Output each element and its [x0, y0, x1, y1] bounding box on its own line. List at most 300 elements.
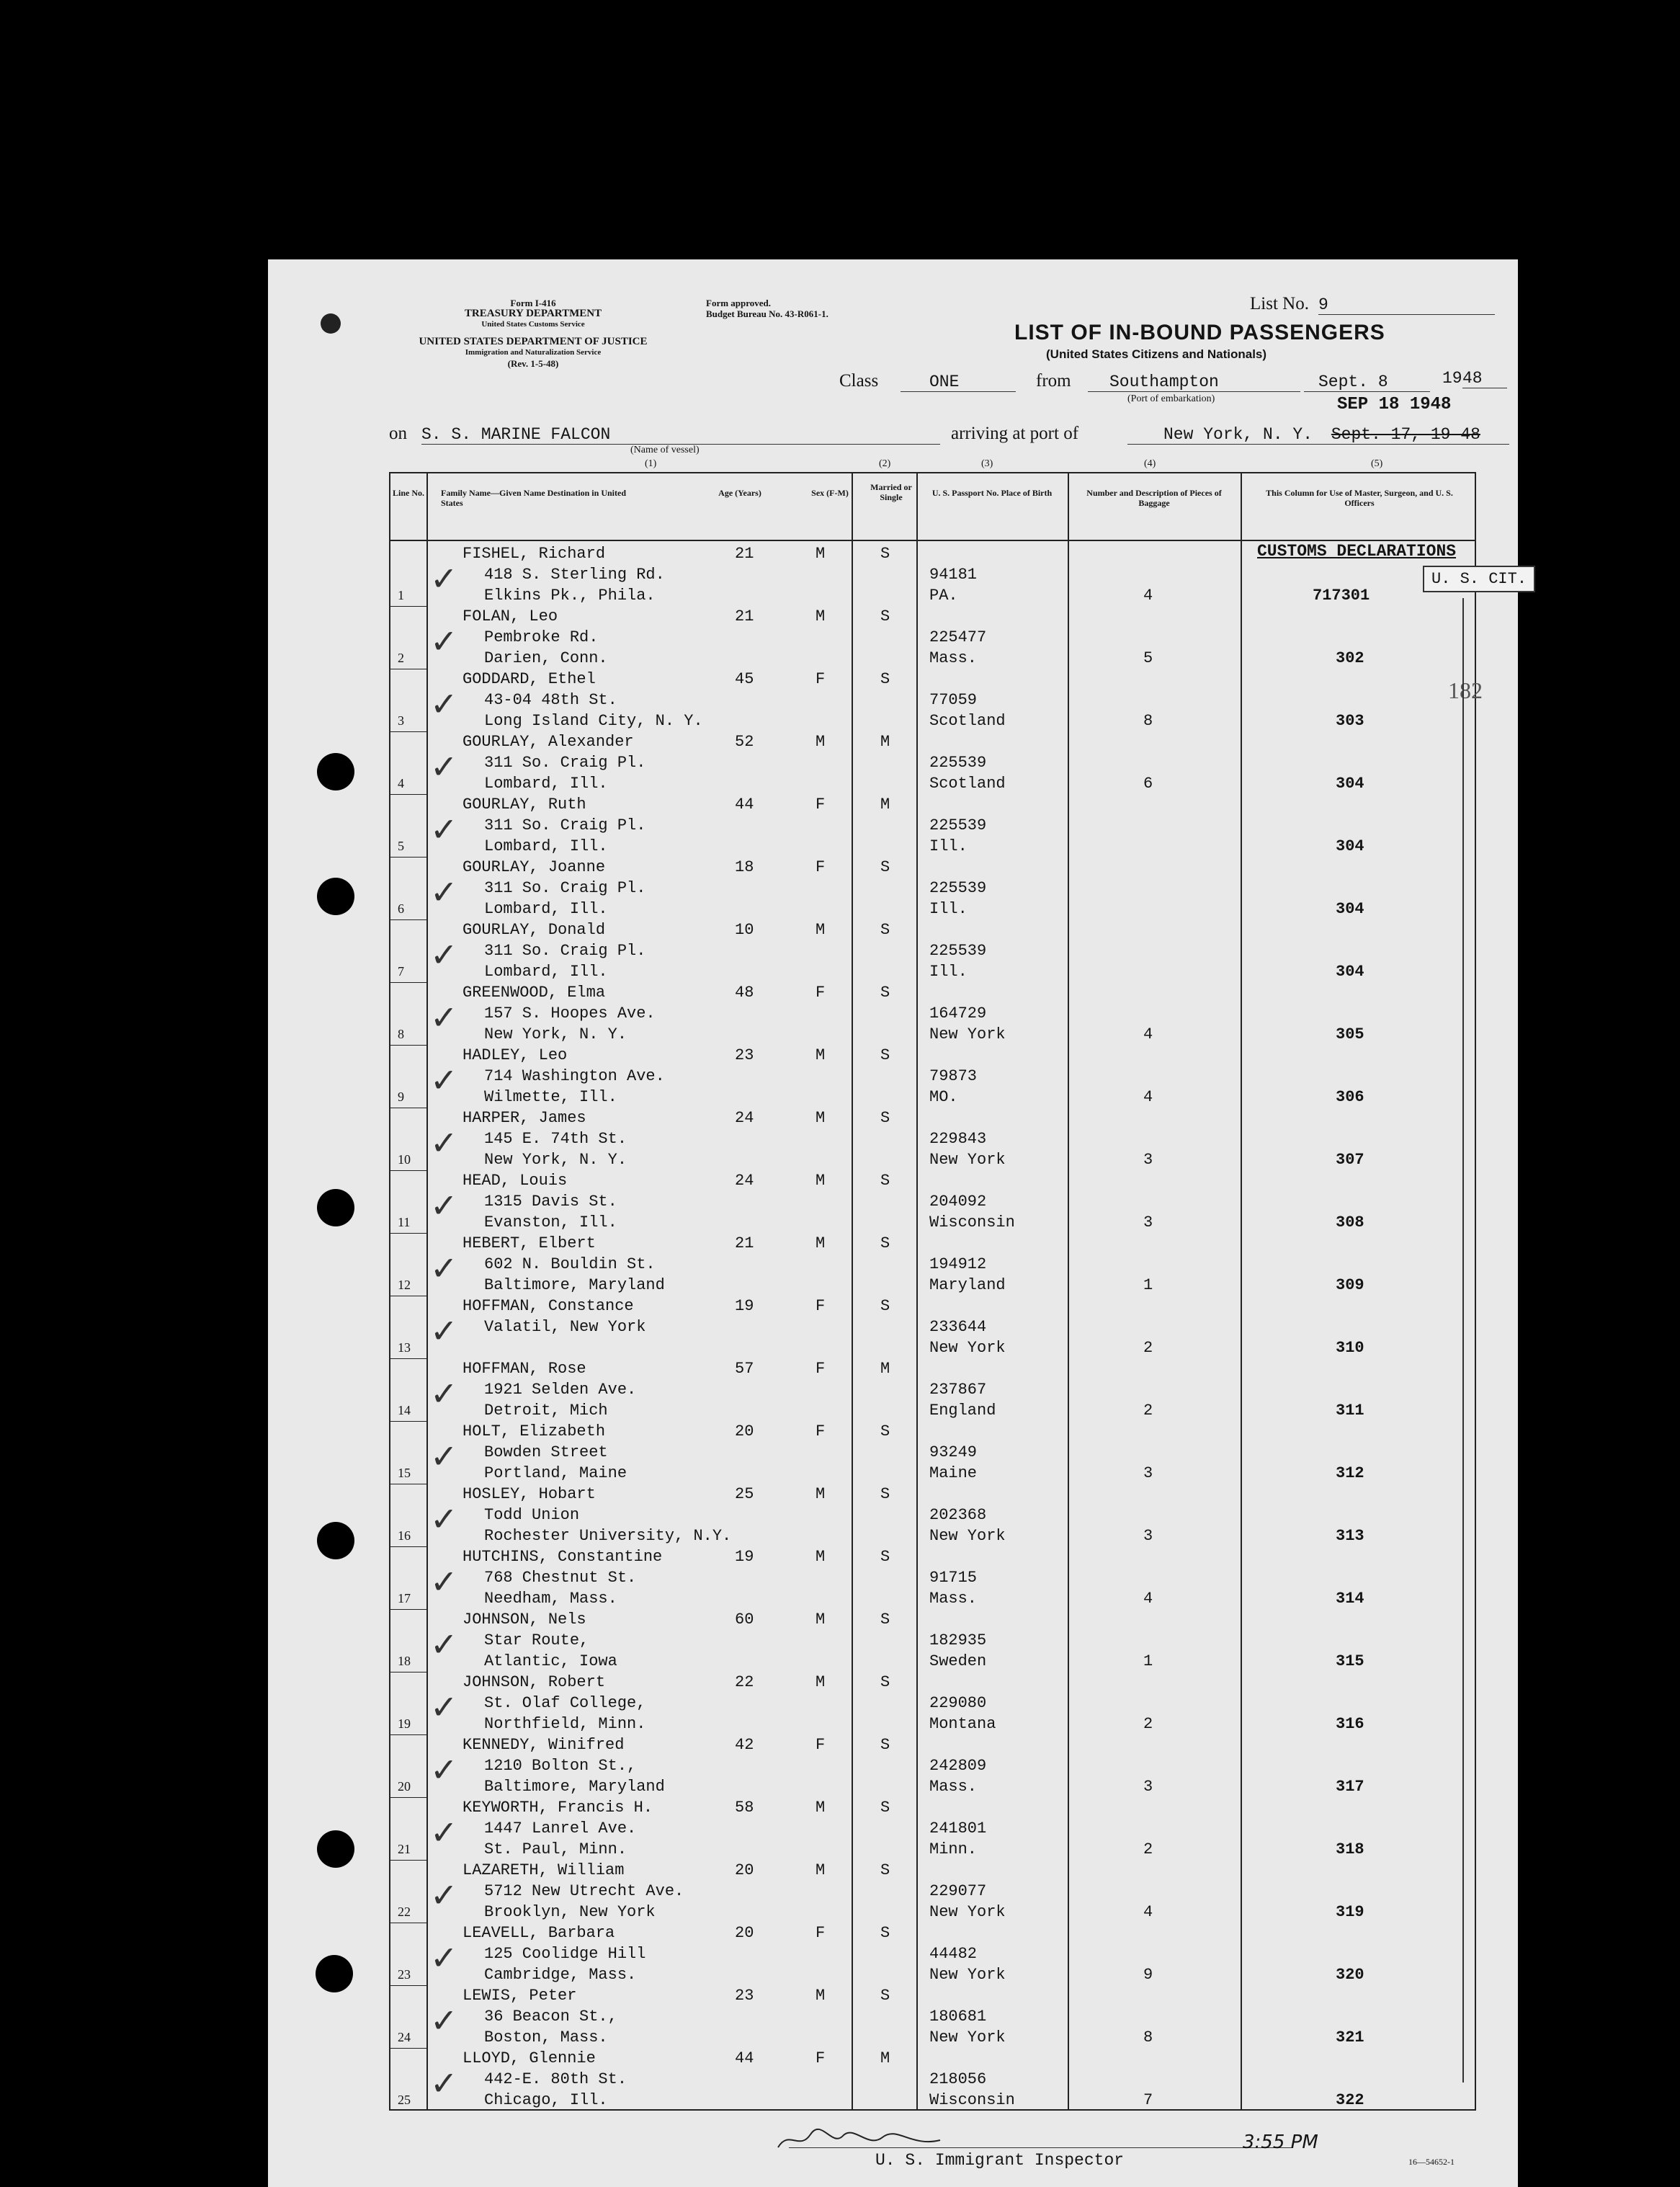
marital-status: S	[880, 1109, 890, 1127]
date-from: Sept. 8	[1304, 373, 1430, 392]
row-divider	[390, 1860, 426, 1861]
customs-declaration-no: 318	[1336, 1840, 1364, 1858]
age: 10	[735, 921, 754, 939]
row-divider	[390, 1045, 426, 1046]
line-no: 21	[398, 1842, 411, 1856]
header-sex: Sex (F-M)	[811, 488, 849, 498]
checkmark-icon: ✓	[430, 1562, 458, 1601]
arrival-time: 3:55 PM	[1243, 2132, 1318, 2153]
address-line-2: Rochester University, N.Y.	[484, 1527, 732, 1545]
table-row	[390, 1045, 1475, 1108]
passport-no: 180681	[929, 2008, 987, 2026]
customs-declaration-no: 311	[1336, 1402, 1364, 1420]
budget-bureau: Budget Bureau No. 43-R061-1.	[706, 308, 828, 319]
age: 20	[735, 1924, 754, 1942]
passenger-name: KEYWORTH, Francis H.	[463, 1799, 653, 1817]
customs-declaration-no: 321	[1336, 2028, 1364, 2046]
baggage-count: 3	[1143, 1527, 1153, 1545]
from-label: from	[1036, 371, 1071, 391]
customs-declaration-no: 319	[1336, 1903, 1364, 1921]
address-line-2: Northfield, Minn.	[484, 1715, 646, 1733]
row-divider	[390, 1233, 426, 1234]
passport-no: 225539	[929, 942, 987, 960]
age: 23	[735, 1046, 754, 1064]
checkmark-icon: ✓	[430, 1750, 458, 1789]
marital-status: S	[880, 670, 890, 688]
passenger-name: HOFFMAN, Constance	[463, 1297, 634, 1315]
passport-no: 94181	[929, 566, 978, 584]
sex: F	[816, 1736, 826, 1754]
passport-no: 91715	[929, 1569, 978, 1587]
row-divider	[390, 1170, 426, 1171]
table-row	[390, 1233, 1475, 1296]
table-row	[390, 1296, 1475, 1358]
age: 24	[735, 1109, 754, 1127]
vessel-name: S. S. MARINE FALCON	[421, 425, 940, 445]
place-of-birth: New York	[929, 1151, 1006, 1169]
page-subtitle: (United States Citizens and Nationals)	[1046, 347, 1267, 361]
year-value: 48	[1462, 369, 1507, 388]
passenger-name: FOLAN, Leo	[463, 607, 558, 625]
line-no: 16	[398, 1528, 411, 1543]
received-date-stamp: SEP 18 1948	[1337, 395, 1452, 414]
customs-declaration-no: 317	[1336, 1778, 1364, 1796]
passport-no: 241801	[929, 1819, 987, 1838]
header-married: Married or Single	[870, 482, 912, 502]
table-row	[390, 1609, 1475, 1672]
address-line-1: 311 So. Craig Pl.	[484, 816, 646, 834]
header-rule	[390, 540, 1475, 541]
checkmark-icon: ✓	[430, 1186, 458, 1225]
sex: M	[816, 1548, 826, 1566]
customs-declaration-no: 322	[1336, 2091, 1364, 2109]
place-of-birth: Mass.	[929, 1590, 978, 1608]
customs-declaration-no: 310	[1336, 1339, 1364, 1357]
baggage-count: 3	[1143, 1778, 1153, 1796]
col-num-5: (5)	[1371, 458, 1383, 469]
passport-no: 164729	[929, 1005, 987, 1023]
checkmark-icon: ✓	[430, 935, 458, 974]
line-no: 23	[398, 1967, 411, 1982]
line-no: 18	[398, 1654, 411, 1668]
marital-status: M	[880, 733, 890, 751]
checkmark-icon: ✓	[430, 747, 458, 786]
passenger-name: JOHNSON, Robert	[463, 1673, 606, 1691]
address-line-2: Lombard, Ill.	[484, 963, 608, 981]
binder-hole	[317, 878, 354, 915]
passenger-table	[389, 472, 1476, 2111]
row-divider	[390, 794, 426, 795]
passenger-name: LEWIS, Peter	[463, 1987, 577, 2005]
address-line-2: Portland, Maine	[484, 1464, 627, 1482]
header-baggage: Number and Description of Pieces of Baggage	[1086, 488, 1222, 508]
checkmark-icon: ✓	[430, 2001, 458, 2040]
row-divider	[390, 606, 426, 607]
line-no: 5	[398, 839, 404, 853]
address-line-1: 157 S. Hoopes Ave.	[484, 1005, 656, 1023]
address-line-2: Cambridge, Mass.	[484, 1966, 637, 1984]
age: 21	[735, 1234, 754, 1252]
header-name: Family Name—Given Name Destination in United States	[441, 488, 626, 508]
age: 58	[735, 1799, 754, 1817]
address-line-1: 311 So. Craig Pl.	[484, 879, 646, 897]
class-value: ONE	[901, 373, 1016, 392]
passenger-name: FISHEL, Richard	[463, 545, 606, 563]
address-line-2: St. Paul, Minn.	[484, 1840, 627, 1858]
address-line-1: 1315 Davis St.	[484, 1193, 617, 1211]
col-num-4: (4)	[1144, 458, 1156, 469]
marital-status: M	[880, 796, 890, 814]
place-of-birth: MO.	[929, 1088, 958, 1106]
table-row	[390, 1672, 1475, 1734]
list-no-label: List No.	[1250, 294, 1309, 313]
sex: F	[816, 1297, 826, 1315]
customs-declaration-no: 316	[1336, 1715, 1364, 1733]
customs-declaration-no: 312	[1336, 1464, 1364, 1482]
checkmark-icon: ✓	[430, 1249, 458, 1288]
checkmark-icon: ✓	[430, 998, 458, 1037]
place-of-birth: Maryland	[929, 1276, 1006, 1294]
address-line-1: 418 S. Sterling Rd.	[484, 566, 665, 584]
sex: F	[816, 796, 826, 814]
address-line-1: 311 So. Craig Pl.	[484, 942, 646, 960]
passenger-name: GREENWOOD, Elma	[463, 984, 606, 1002]
header-passport: U. S. Passport No. Place of Birth	[931, 488, 1053, 498]
age: 57	[735, 1360, 754, 1378]
baggage-count: 9	[1143, 1966, 1153, 1984]
address-line-1: 768 Chestnut St.	[484, 1569, 637, 1587]
place-of-birth: Maine	[929, 1464, 978, 1482]
approval-block	[706, 298, 828, 319]
address-line-2: New York, N. Y.	[484, 1025, 627, 1043]
age: 24	[735, 1172, 754, 1190]
sex: M	[816, 1987, 826, 2005]
form-block	[447, 298, 620, 330]
passport-no: 79873	[929, 1067, 978, 1085]
address-line-1: St. Olaf College,	[484, 1694, 646, 1712]
address-line-2: Elkins Pk., Phila.	[484, 587, 656, 605]
table-row	[390, 1484, 1475, 1546]
age: 21	[735, 545, 754, 563]
customs-declaration-no: 302	[1336, 649, 1364, 667]
customs-declaration-no: 315	[1336, 1652, 1364, 1670]
line-no: 15	[398, 1466, 411, 1480]
address-line-2: Evanston, Ill.	[484, 1213, 617, 1231]
address-line-1: 602 N. Bouldin St.	[484, 1255, 656, 1273]
marital-status: S	[880, 545, 890, 563]
passport-no: 225539	[929, 754, 987, 772]
checkmark-icon: ✓	[430, 685, 458, 723]
justice-block	[389, 337, 677, 369]
age: 25	[735, 1485, 754, 1503]
place-of-birth: Wisconsin	[929, 2091, 1015, 2109]
age: 48	[735, 984, 754, 1002]
passenger-name: HEAD, Louis	[463, 1172, 568, 1190]
baggage-count: 4	[1143, 587, 1153, 605]
passport-no: 44482	[929, 1945, 978, 1963]
address-line-2: Long Island City, N. Y.	[484, 712, 703, 730]
passport-no: 93249	[929, 1443, 978, 1461]
col-num-1: (1)	[645, 458, 657, 469]
passport-no: 77059	[929, 691, 978, 709]
passenger-name: HARPER, James	[463, 1109, 586, 1127]
table-row	[390, 1546, 1475, 1609]
place-of-birth: Ill.	[929, 900, 968, 918]
passport-no: 233644	[929, 1318, 987, 1336]
line-no: 9	[398, 1090, 404, 1104]
customs-declaration-no: 304	[1336, 775, 1364, 793]
address-line-2: Lombard, Ill.	[484, 900, 608, 918]
checkmark-icon: ✓	[430, 1374, 458, 1413]
address-line-1: Todd Union	[484, 1506, 580, 1524]
customs-label: United States Customs Service	[481, 320, 585, 329]
class-label: Class	[839, 371, 879, 391]
passenger-name: HOLT, Elizabeth	[463, 1422, 606, 1440]
binder-hole	[316, 1955, 353, 1992]
binder-hole	[317, 1522, 354, 1559]
age: 42	[735, 1736, 754, 1754]
checkmark-icon: ✓	[430, 622, 458, 661]
checkmark-icon: ✓	[430, 1500, 458, 1538]
marital-status: M	[880, 1360, 890, 1378]
checkmark-icon: ✓	[430, 559, 458, 598]
line-no: 4	[398, 776, 404, 790]
address-line-2: Chicago, Ill.	[484, 2091, 608, 2109]
baggage-count: 5	[1143, 649, 1153, 667]
passport-no: 194912	[929, 1255, 987, 1273]
passenger-name: KENNEDY, Winifred	[463, 1736, 625, 1754]
customs-declaration-no: 307	[1336, 1151, 1364, 1169]
sex: M	[816, 1673, 826, 1691]
line-no: 14	[398, 1403, 411, 1417]
ins-label: Immigration and Naturalization Service	[465, 348, 602, 357]
line-no: 25	[398, 2093, 411, 2107]
sex: F	[816, 1924, 826, 1942]
sex: M	[816, 1172, 826, 1190]
table-row	[390, 919, 1475, 982]
address-line-2: Baltimore, Maryland	[484, 1276, 665, 1294]
checkmark-icon: ✓	[430, 873, 458, 912]
form-number: Form I-416	[510, 298, 556, 308]
margin-number: 182	[1448, 677, 1483, 703]
passport-no: 204092	[929, 1193, 987, 1211]
baggage-count: 7	[1143, 2091, 1153, 2109]
line-no: 13	[398, 1340, 411, 1355]
passport-no: 182935	[929, 1631, 987, 1649]
customs-declaration-no: 309	[1336, 1276, 1364, 1294]
age: 19	[735, 1548, 754, 1566]
list-no-value: 9	[1318, 295, 1495, 315]
table-row	[390, 1923, 1475, 1985]
line-no: 6	[398, 901, 404, 916]
baggage-count: 3	[1143, 1464, 1153, 1482]
table-row	[390, 1985, 1475, 2048]
age: 44	[735, 796, 754, 814]
passenger-name: GOURLAY, Alexander	[463, 733, 634, 751]
place-of-birth: New York	[929, 1025, 1006, 1043]
sex: M	[816, 1109, 826, 1127]
passenger-name: HUTCHINS, Constantine	[463, 1548, 663, 1566]
marital-status: S	[880, 1046, 890, 1064]
header-officers: This Column for Use of Master, Surgeon, and U. S. Officers	[1266, 488, 1453, 508]
address-line-1: 145 E. 74th St.	[484, 1130, 627, 1148]
sex: M	[816, 545, 826, 563]
customs-declaration-no: 306	[1336, 1088, 1364, 1106]
baggage-count: 8	[1143, 712, 1153, 730]
passenger-name: LEAVELL, Barbara	[463, 1924, 615, 1942]
baggage-count: 6	[1143, 775, 1153, 793]
table-row	[390, 857, 1475, 919]
arrival-port-field	[1127, 425, 1509, 445]
place-of-birth: New York	[929, 1527, 1006, 1545]
marital-status: S	[880, 1485, 890, 1503]
baggage-count: 1	[1143, 1652, 1153, 1670]
sex: F	[816, 1360, 826, 1378]
sex: M	[816, 1799, 826, 1817]
table-row	[390, 1108, 1475, 1170]
age: 23	[735, 1987, 754, 2005]
place-of-birth: Scotland	[929, 712, 1006, 730]
place-of-birth: England	[929, 1402, 996, 1420]
passport-no: 229080	[929, 1694, 987, 1712]
line-no: 1	[398, 588, 404, 602]
customs-declaration-no: 304	[1336, 900, 1364, 918]
arrival-port: New York, N. Y.	[1163, 425, 1313, 444]
customs-declaration-no: 303	[1336, 712, 1364, 730]
checkmark-icon: ✓	[430, 810, 458, 849]
sex: F	[816, 858, 826, 876]
age: 22	[735, 1673, 754, 1691]
port-note: (Port of embarkation)	[1127, 393, 1215, 404]
row-divider	[390, 1358, 426, 1359]
line-no: 2	[398, 651, 404, 665]
row-divider	[390, 1546, 426, 1547]
baggage-count: 2	[1143, 1402, 1153, 1420]
row-divider	[390, 1609, 426, 1610]
sex: F	[816, 670, 826, 688]
checkmark-icon: ✓	[430, 1938, 458, 1977]
checkmark-icon: ✓	[430, 1876, 458, 1915]
line-no: 11	[398, 1215, 411, 1229]
col-num-2: (2)	[879, 458, 891, 469]
line-no: 10	[398, 1152, 411, 1167]
sex: M	[816, 1234, 826, 1252]
address-line-2: Wilmette, Ill.	[484, 1088, 617, 1106]
inspector-title: U. S. Immigrant Inspector	[875, 2151, 1125, 2170]
table-row	[390, 606, 1475, 669]
table-row	[390, 1170, 1475, 1233]
marital-status: S	[880, 1736, 890, 1754]
vessel-note: (Name of vessel)	[630, 445, 700, 455]
checkmark-icon: ✓	[430, 1311, 458, 1350]
line-no: 19	[398, 1716, 411, 1731]
passport-no: 218056	[929, 2070, 987, 2088]
customs-declaration-no: 305	[1336, 1025, 1364, 1043]
baggage-count: 2	[1143, 1715, 1153, 1733]
baggage-count: 8	[1143, 2028, 1153, 2046]
signature-drawing	[774, 2126, 947, 2153]
address-line-2: Lombard, Ill.	[484, 837, 608, 855]
address-line-1: Star Route,	[484, 1631, 589, 1649]
passport-no: 225539	[929, 879, 987, 897]
checkmark-icon: ✓	[430, 1061, 458, 1100]
marital-status: S	[880, 1673, 890, 1691]
age: 18	[735, 858, 754, 876]
table-row	[390, 794, 1475, 857]
sex: F	[816, 1422, 826, 1440]
passenger-name: GOURLAY, Ruth	[463, 796, 586, 814]
treasury-label: TREASURY DEPARTMENT	[464, 308, 602, 319]
customs-declaration-no: 304	[1336, 837, 1364, 855]
address-line-1: 1210 Bolton St.,	[484, 1757, 637, 1775]
marital-status: S	[880, 984, 890, 1002]
address-line-1: 1921 Selden Ave.	[484, 1381, 637, 1399]
row-divider	[390, 2048, 426, 2049]
passenger-name: GOURLAY, Donald	[463, 921, 606, 939]
binder-hole-small	[321, 313, 341, 334]
table-row	[390, 731, 1475, 794]
passenger-name: HOFFMAN, Rose	[463, 1360, 586, 1378]
address-line-1: 311 So. Craig Pl.	[484, 754, 646, 772]
from-value: Southampton	[1088, 373, 1300, 392]
vertical-pen-line	[1462, 598, 1464, 2083]
line-no: 12	[398, 1278, 411, 1292]
marital-status: S	[880, 1861, 890, 1879]
address-line-1: 442-E. 80th St.	[484, 2070, 627, 2088]
place-of-birth: Scotland	[929, 775, 1006, 793]
sex: M	[816, 921, 826, 939]
on-label: on	[389, 424, 407, 443]
checkmark-icon: ✓	[430, 1123, 458, 1162]
form-approved: Form approved.	[706, 298, 772, 308]
arrival-date: Sept. 17, 19 48	[1331, 425, 1480, 444]
line-no: 8	[398, 1027, 404, 1041]
row-divider	[390, 982, 426, 983]
table-row	[390, 2048, 1475, 2111]
row-divider	[390, 1734, 426, 1735]
age: 52	[735, 733, 754, 751]
marital-status: S	[880, 1422, 890, 1440]
passenger-name: GODDARD, Ethel	[463, 670, 596, 688]
address-line-1: Bowden Street	[484, 1443, 608, 1461]
place-of-birth: New York	[929, 2028, 1006, 2046]
row-divider	[390, 731, 426, 732]
table-row	[390, 1797, 1475, 1860]
table-row	[390, 1358, 1475, 1421]
marital-status: S	[880, 1172, 890, 1190]
page-title: LIST OF IN-BOUND PASSENGERS	[1014, 321, 1385, 344]
line-no: 17	[398, 1591, 411, 1605]
age: 60	[735, 1611, 754, 1629]
age: 44	[735, 2049, 754, 2067]
address-line-1: Valatil, New York	[484, 1318, 646, 1336]
passenger-name: JOHNSON, Nels	[463, 1611, 586, 1629]
address-line-2: New York, N. Y.	[484, 1151, 627, 1169]
inspector-signature	[774, 2126, 947, 2153]
age: 21	[735, 607, 754, 625]
passport-no: 202368	[929, 1506, 987, 1524]
row-divider	[390, 1985, 426, 1986]
justice-label: UNITED STATES DEPARTMENT OF JUSTICE	[419, 336, 648, 347]
address-line-1: 125 Coolidge Hill	[484, 1945, 646, 1963]
arriving-label: arriving at port of	[951, 424, 1079, 443]
marital-status: S	[880, 1234, 890, 1252]
line-no: 24	[398, 2030, 411, 2044]
address-line-1: 714 Washington Ave.	[484, 1067, 665, 1085]
customs-declaration-no: 313	[1336, 1527, 1364, 1545]
baggage-count: 3	[1143, 1151, 1153, 1169]
baggage-count: 4	[1143, 1025, 1153, 1043]
